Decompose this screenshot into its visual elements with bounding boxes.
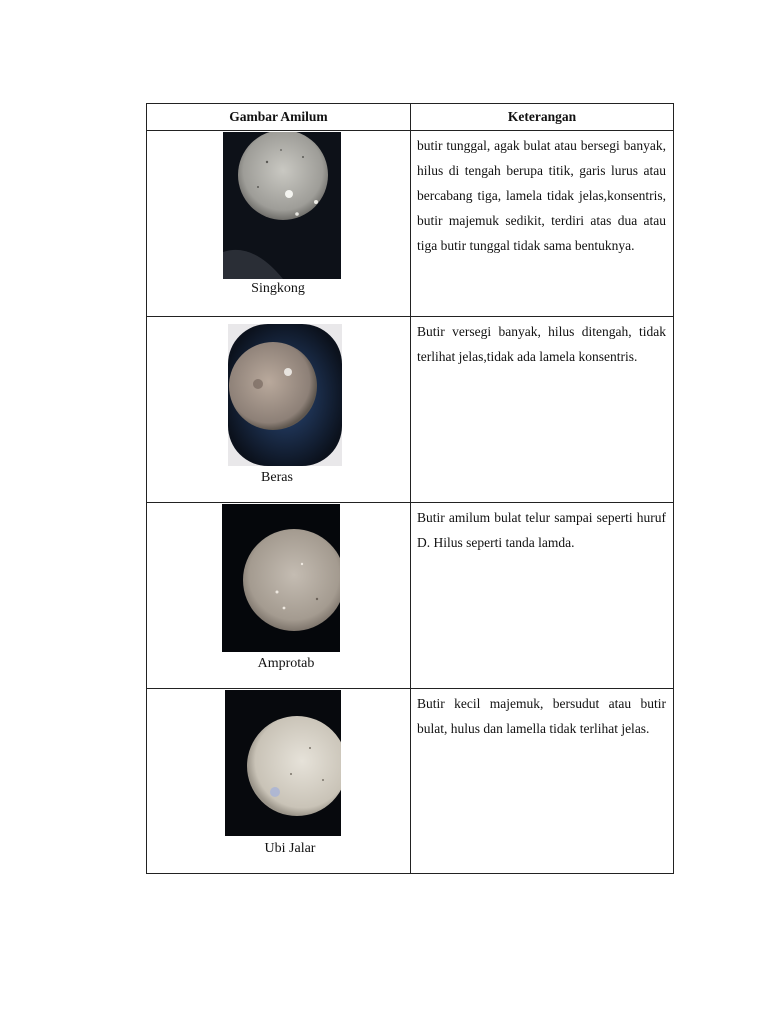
description-cell bbox=[411, 131, 674, 317]
singkong-microscope-photo bbox=[223, 132, 341, 279]
table-row bbox=[147, 131, 674, 317]
singkong-description: butir tunggal, agak bulat atau bersegi banyak, hilus di tengah berupa titik, garis lurus atau bercabang tiga, lamela tidak jelas,konsentris, butir majemuk sedikit, terdiri atas dua atau tiga butir tunggal tidak sama bentuknya. bbox=[417, 138, 666, 253]
amprotab-description: Butir amilum bulat telur sampai seperti huruf D. Hilus seperti tanda lamda. bbox=[417, 510, 666, 550]
image-cell bbox=[147, 317, 411, 503]
table-row bbox=[147, 503, 674, 689]
beras-label: Beras bbox=[261, 470, 293, 485]
table-row bbox=[147, 317, 674, 503]
header-keterangan: Keterangan bbox=[411, 104, 674, 131]
table-row bbox=[147, 689, 674, 874]
amprotab-microscope-photo bbox=[222, 504, 340, 652]
image-cell bbox=[147, 131, 411, 317]
ubi-jalar-microscope-photo bbox=[225, 690, 341, 836]
image-cell bbox=[147, 689, 411, 874]
image-cell bbox=[147, 503, 411, 689]
beras-microscope-photo bbox=[228, 324, 342, 466]
amprotab-label: Amprotab bbox=[257, 656, 315, 671]
singkong-label: Singkong bbox=[251, 281, 305, 296]
amilum-table bbox=[146, 103, 674, 874]
ubi-jalar-label: Ubi Jalar bbox=[264, 841, 316, 856]
description-cell bbox=[411, 317, 674, 503]
description-cell bbox=[411, 503, 674, 689]
header-gambar-amilum: Gambar Amilum bbox=[147, 104, 411, 131]
beras-description: Butir versegi banyak, hilus ditengah, tidak terlihat jelas,tidak ada lamela konsentris. bbox=[417, 324, 666, 364]
description-cell bbox=[411, 689, 674, 874]
table-header-row bbox=[147, 104, 674, 131]
ubi-jalar-description: Butir kecil majemuk, bersudut atau butir bulat, hulus dan lamella tidak terlihat jelas. bbox=[417, 696, 666, 736]
